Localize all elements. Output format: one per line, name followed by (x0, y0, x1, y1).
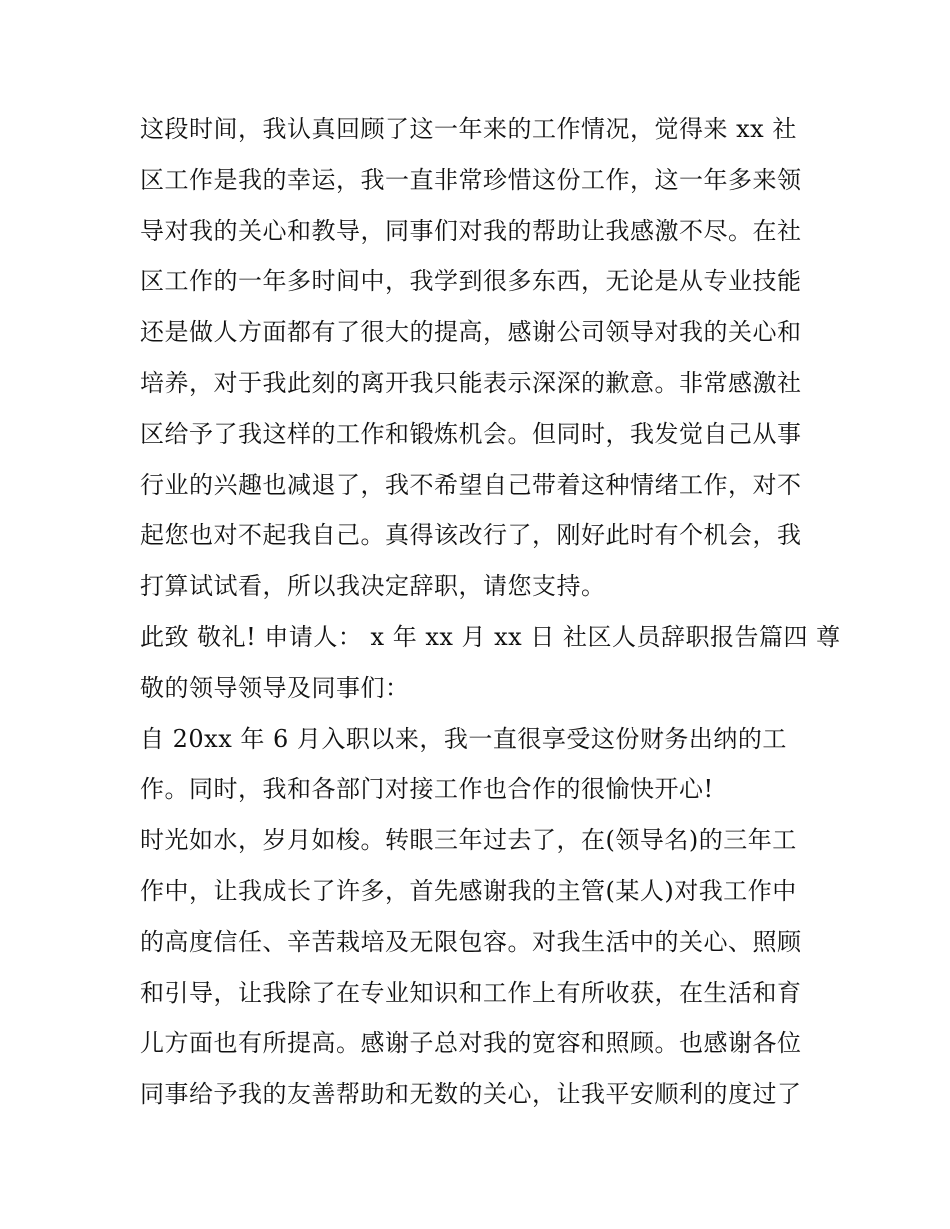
text-line: 导对我的关心和教导，同事们对我的帮助让我感激不尽。在社 (140, 216, 802, 245)
text-line: 和引导，让我除了在专业知识和工作上有所收获，在生活和育 (140, 978, 802, 1007)
text-line: 区工作的一年多时间中，我学到很多东西，无论是从专业技能 (140, 267, 802, 296)
text-line: 此致 敬礼! 申请人： x 年 xx 月 xx 日 社区人员辞职报告篇四 尊 (140, 622, 841, 651)
text-line: 打算试试看，所以我决定辞职，请您支持。 (140, 572, 606, 601)
text-line: 的高度信任、辛苦栽培及无限包容。对我生活中的关心、照顾 (140, 927, 802, 956)
text-line: 时光如水，岁月如梭。转眼三年过去了，在(领导名)的三年工 (140, 826, 797, 855)
document-body (140, 104, 841, 1120)
text-line: 作中，让我成长了许多，首先感谢我的主管(某人)对我工作中 (140, 876, 797, 905)
text-line: 同事给予我的友善帮助和无数的关心，让我平安顺利的度过了 (140, 1080, 802, 1109)
text-line: 自 20xx 年 6 月入职以来，我一直很享受这份财务出纳的工 (140, 724, 787, 753)
text-line: 儿方面也有所提高。感谢子总对我的宽容和照顾。也感谢各位 (140, 1029, 802, 1058)
text-line: 区给予了我这样的工作和锻炼机会。但同时，我发觉自己从事 (140, 419, 802, 448)
text-line: 培养，对于我此刻的离开我只能表示深深的歉意。非常感激社 (140, 368, 802, 397)
text-line: 起您也对不起我自己。真得该改行了，刚好此时有个机会，我 (140, 521, 802, 550)
text-line: 区工作是我的幸运，我一直非常珍惜这份工作，这一年多来领 (140, 165, 802, 194)
text-line: 这段时间，我认真回顾了这一年来的工作情况，觉得来 xx 社 (140, 115, 797, 143)
text-line: 敬的领导领导及同事们： (140, 673, 410, 702)
text-line: 作。同时，我和各部门对接工作也合作的很愉快开心! (140, 775, 714, 804)
text-line: 行业的兴趣也减退了，我不希望自己带着这种情绪工作，对不 (140, 470, 802, 499)
text-line: 还是做人方面都有了很大的提高，感谢公司领导对我的关心和 (140, 318, 802, 347)
